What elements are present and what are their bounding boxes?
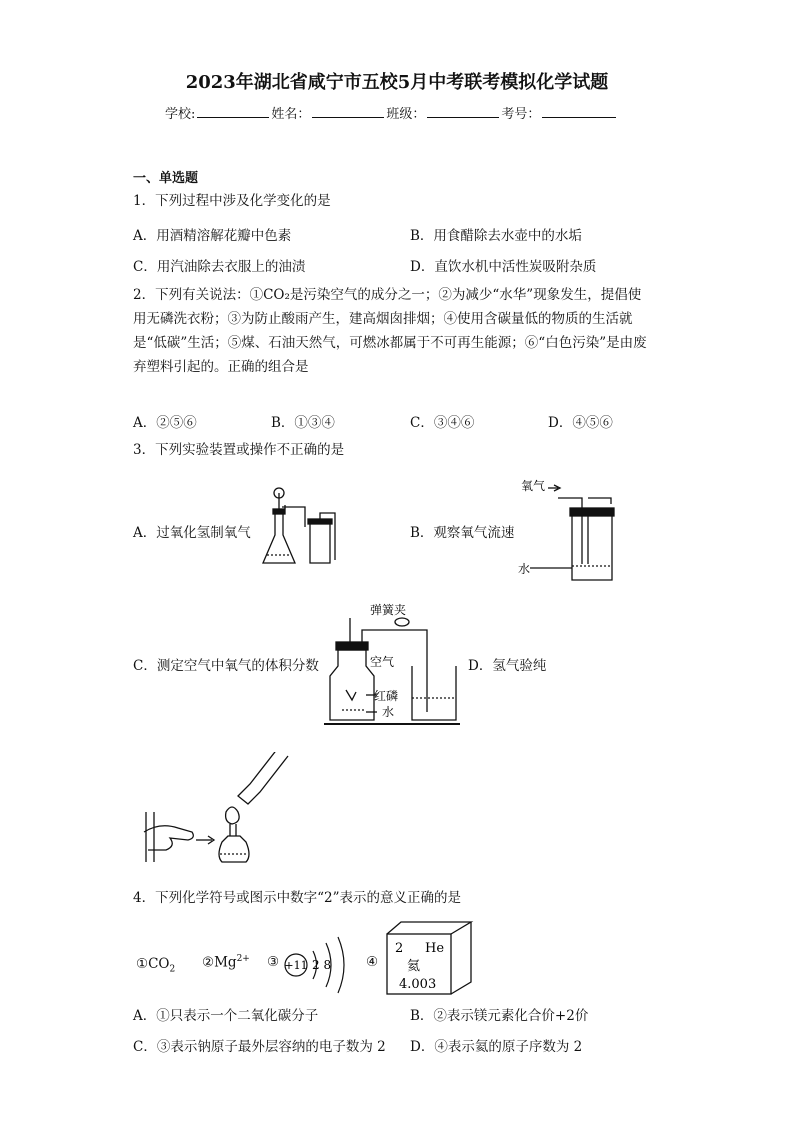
q1-option-b[interactable]: B．用食醋除去水壶中的水垢	[410, 228, 582, 244]
q2-option-d[interactable]: D．④⑤⑥	[548, 415, 613, 431]
q2-stem-line-4: 弃塑料引起的。正确的组合是	[133, 359, 309, 375]
q3-option-b[interactable]: B．观察氧气流速	[410, 525, 515, 541]
q4-symbol-3-label: ③	[267, 954, 280, 970]
element-name: 氦	[407, 959, 421, 974]
q4-option-c[interactable]: C．③表示钠原子最外层容纳的电子数为 2	[133, 1039, 386, 1055]
electron-shells: 2 8	[312, 958, 332, 972]
page-title: 2023年湖北省咸宁市五校5月中考联考模拟化学试题	[185, 72, 609, 93]
name-label: 姓名：	[271, 107, 311, 122]
water-label: 水	[518, 562, 531, 576]
student-info-line	[165, 103, 618, 122]
water-label: 水	[382, 705, 395, 719]
section-heading: 一、单选题	[133, 171, 199, 186]
co2-symbol: ①CO	[136, 956, 170, 972]
phosphorus-label: 红磷	[374, 689, 399, 703]
q3-option-c[interactable]: C．测定空气中氧气的体积分数	[133, 658, 319, 674]
q3-figure-d-hydrogen-test	[140, 752, 290, 867]
q1-option-c[interactable]: C．用汽油除去衣服上的油渍	[133, 259, 306, 275]
school-blank[interactable]	[197, 103, 269, 118]
q3-figure-c-oxygen-volume-apparatus	[322, 600, 462, 728]
nucleus-charge: +11	[284, 959, 308, 972]
q2-stem-line-2: 用无磷洗衣粉；③为防止酸雨产生，建高烟囱排烟；④使用含碳量低的物质的生活就	[133, 311, 633, 327]
air-label: 空气	[370, 655, 395, 669]
q4-option-a[interactable]: A．①只表示一个二氧化碳分子	[133, 1008, 319, 1024]
q4-symbol-2	[202, 954, 250, 971]
q2-stem-line-1: 2．下列有关说法：①CO₂是污染空气的成分之一；②为减少“水华”现象发生，提倡使	[133, 287, 642, 303]
q3-option-d[interactable]: D．氢气验纯	[468, 658, 547, 674]
q4-periodic-table-cell	[385, 920, 475, 996]
q2-stem-line-3: 是“低碳”生活；⑤煤、石油天然气，可燃冰都属于不可再生能源；⑥“白色污染”是由废	[133, 335, 647, 351]
q1-option-a[interactable]: A．用酒精溶解花瓣中色素	[133, 228, 292, 244]
oxygen-label: 氧气	[521, 479, 546, 493]
mg-symbol: ②Mg	[202, 954, 237, 971]
q3-figure-b-gas-washing-bottle	[516, 476, 626, 586]
name-blank[interactable]	[312, 103, 384, 118]
q2-option-c[interactable]: C．③④⑥	[410, 415, 475, 431]
q1-option-d[interactable]: D．直饮水机中活性炭吸附杂质	[410, 259, 597, 275]
number-blank[interactable]	[542, 103, 616, 118]
q1-stem: 1．下列过程中涉及化学变化的是	[133, 193, 331, 209]
element-symbol: He	[425, 941, 445, 956]
atomic-mass: 4.003	[399, 977, 437, 992]
class-blank[interactable]	[427, 103, 499, 118]
q3-option-a[interactable]: A．过氧化氢制氧气	[133, 525, 251, 541]
q2-option-a[interactable]: A．②⑤⑥	[133, 415, 197, 431]
school-label: 学校:	[165, 107, 196, 122]
q2-option-b[interactable]: B．①③④	[271, 415, 335, 431]
q3-figure-a-peroxide-apparatus	[255, 485, 340, 570]
q4-symbol-1	[136, 956, 175, 975]
co2-subscript: 2	[169, 964, 176, 975]
q4-sodium-atom-structure	[282, 935, 362, 995]
q3-stem: 3．下列实验装置或操作不正确的是	[133, 442, 345, 458]
q4-stem: 4．下列化学符号或图示中数字“2”表示的意义正确的是	[133, 890, 461, 906]
q4-option-d[interactable]: D．④表示氦的原子序数为 2	[410, 1039, 583, 1055]
number-label: 考号：	[501, 107, 541, 122]
class-label: 班级：	[386, 107, 426, 122]
q4-symbol-4-label: ④	[366, 954, 379, 970]
clamp-label: 弹簧夹	[370, 603, 407, 617]
q4-option-b[interactable]: B．②表示镁元素化合价+2价	[410, 1008, 589, 1024]
mg-superscript: 2+	[236, 954, 250, 964]
atomic-number: 2	[395, 941, 404, 956]
